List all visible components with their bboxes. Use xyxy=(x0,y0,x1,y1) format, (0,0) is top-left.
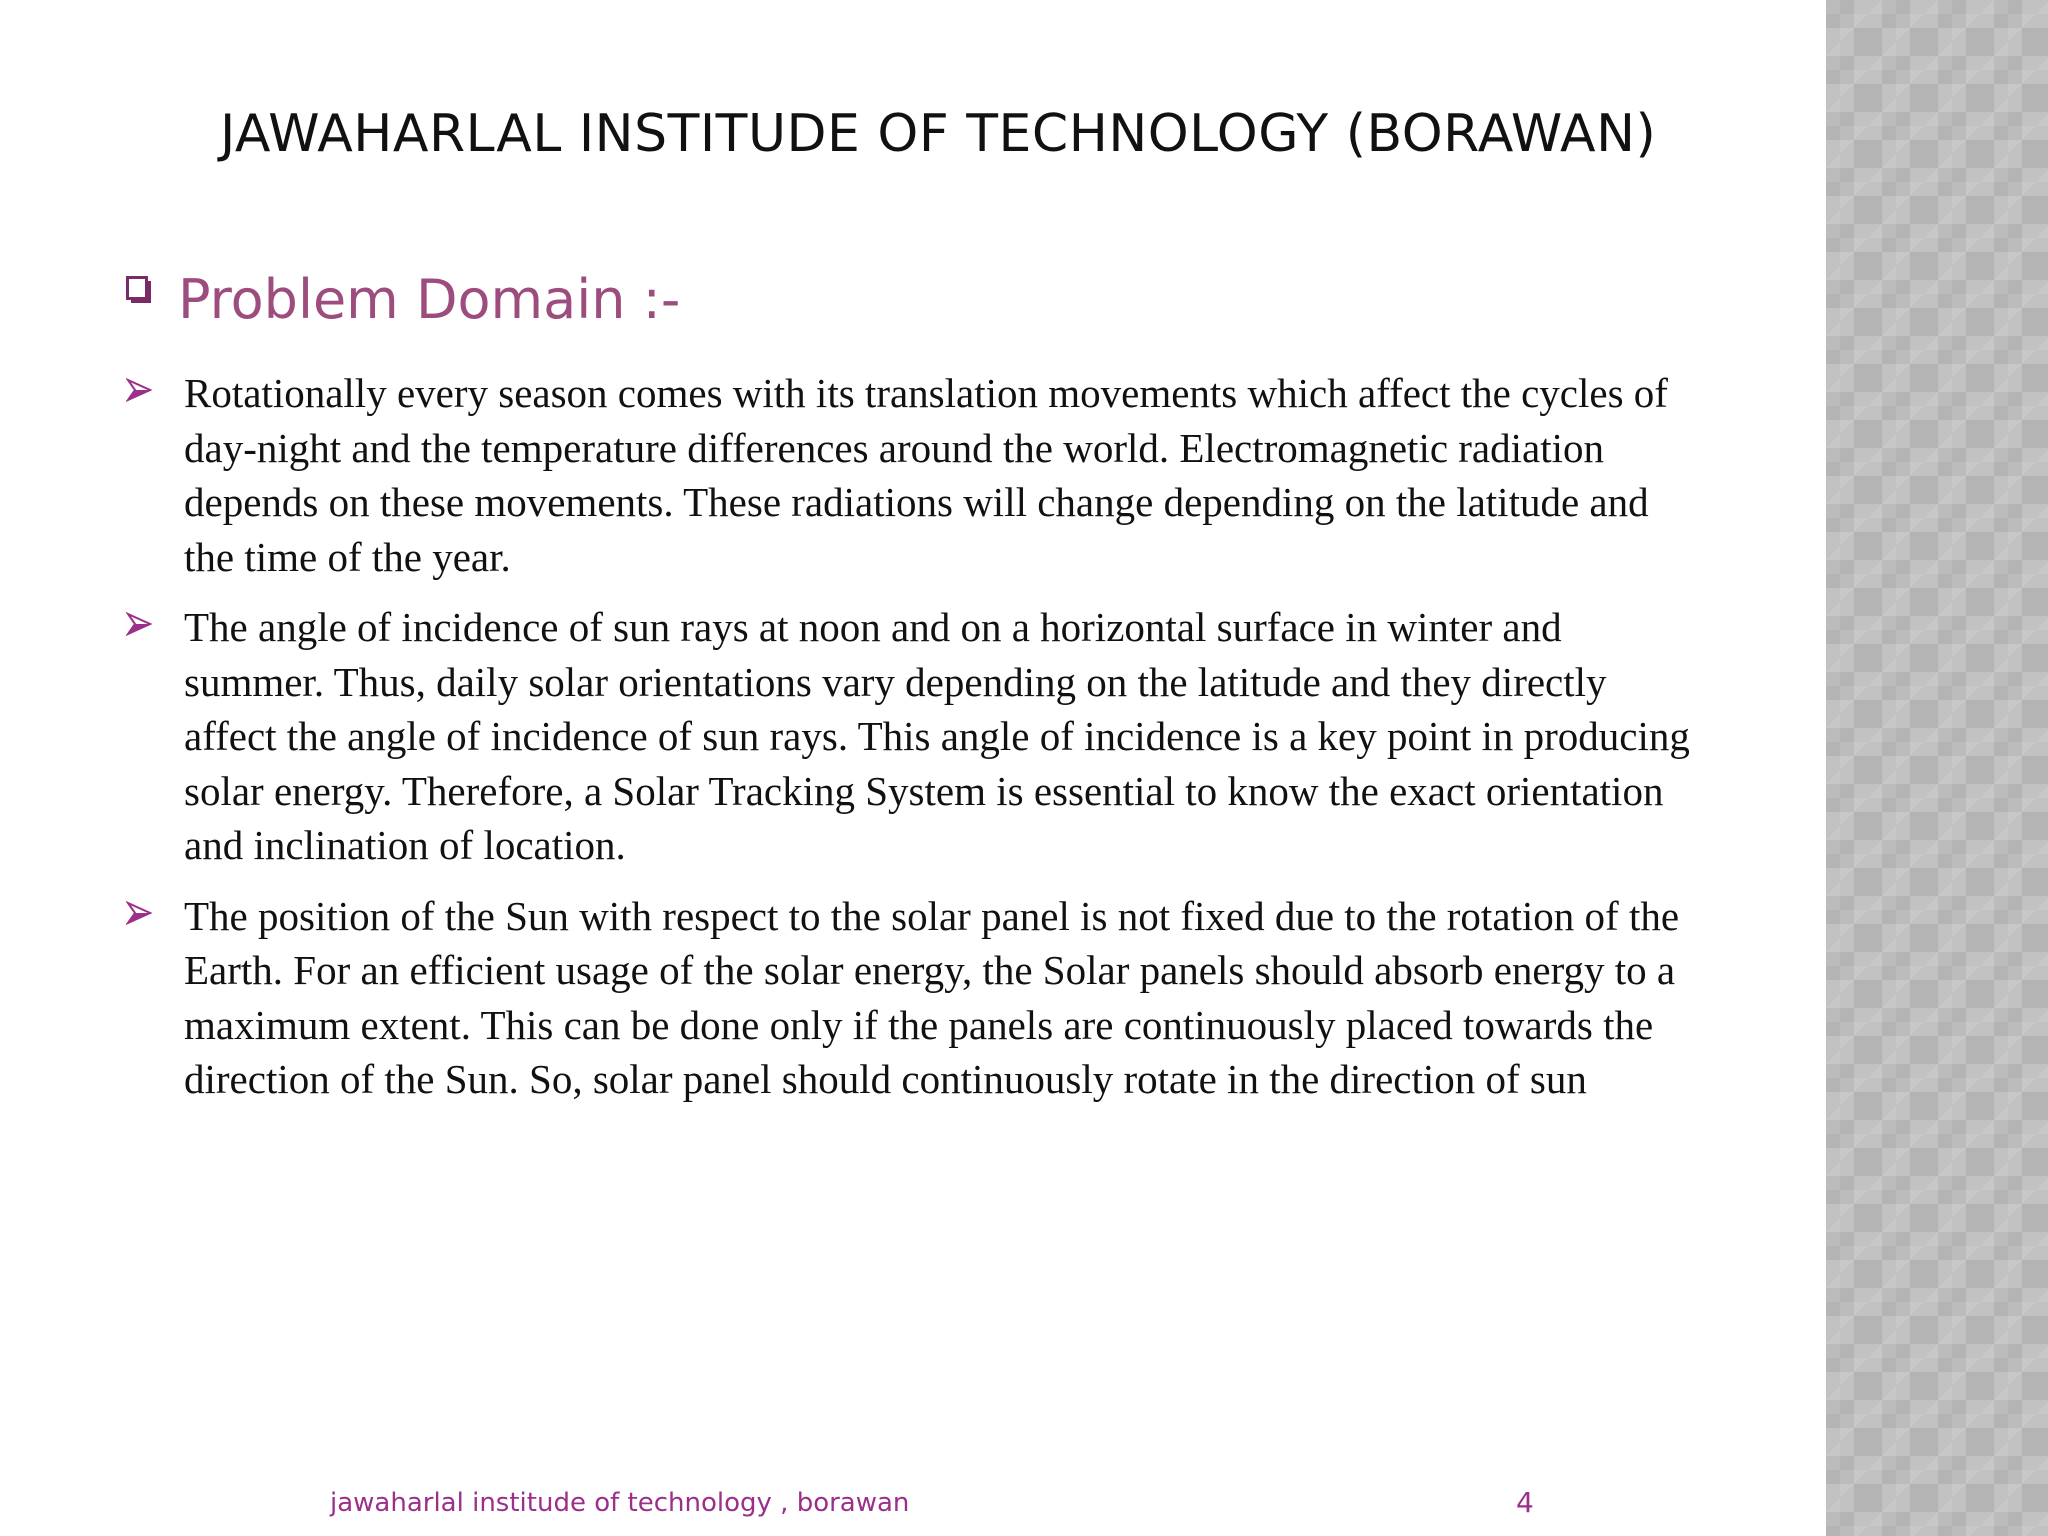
bullet-item xyxy=(126,889,1706,1107)
square-bullet-icon xyxy=(126,276,148,300)
footer-text: jawaharlal institude of technology , borawan xyxy=(330,1488,910,1518)
bullet-text: The position of the Sun with respect to the solar panel is not fixed due to the rotation of the Earth. For an efficient usage of the solar energy, the Solar panels should absorb energy to a maximum extent. This can be done only if the panels are continuously placed towards the direction of the Sun. So, solar panel should continuously rotate in the direction of sun xyxy=(184,892,1680,1102)
bullet-item xyxy=(126,366,1706,584)
section-heading: Problem Domain :- xyxy=(178,268,681,331)
decorative-pattern-panel xyxy=(1826,0,2048,1536)
arrow-bullet-icon xyxy=(126,378,152,404)
bullet-item xyxy=(126,600,1706,873)
page-number: 4 xyxy=(1516,1486,1534,1519)
arrow-bullet-icon xyxy=(126,612,152,638)
bullet-list xyxy=(126,366,1706,1123)
bullet-text: Rotationally every season comes with its translation movements which affect the cycles of day-night and the temperature differences around the world. Electromagnetic radiation depends on these movements. These radiations will change depending on the latitude and the time of the year. xyxy=(184,370,1668,580)
slide-title: JAWAHARLAL INSTITUDE OF TECHNOLOGY (BORAWAN) xyxy=(220,104,1657,164)
arrow-bullet-icon xyxy=(126,901,152,927)
bullet-text: The angle of incidence of sun rays at noon and on a horizontal surface in winter and summer. Thus, daily solar orientations vary depending on the latitude and they directly affect the angle of incidence of sun rays. This angle of incidence is a key point in producing solar energy. Therefore, a Solar Tracking System is essential to know the exact orientation and inclination of location. xyxy=(184,604,1690,868)
section-heading-row xyxy=(126,268,680,331)
